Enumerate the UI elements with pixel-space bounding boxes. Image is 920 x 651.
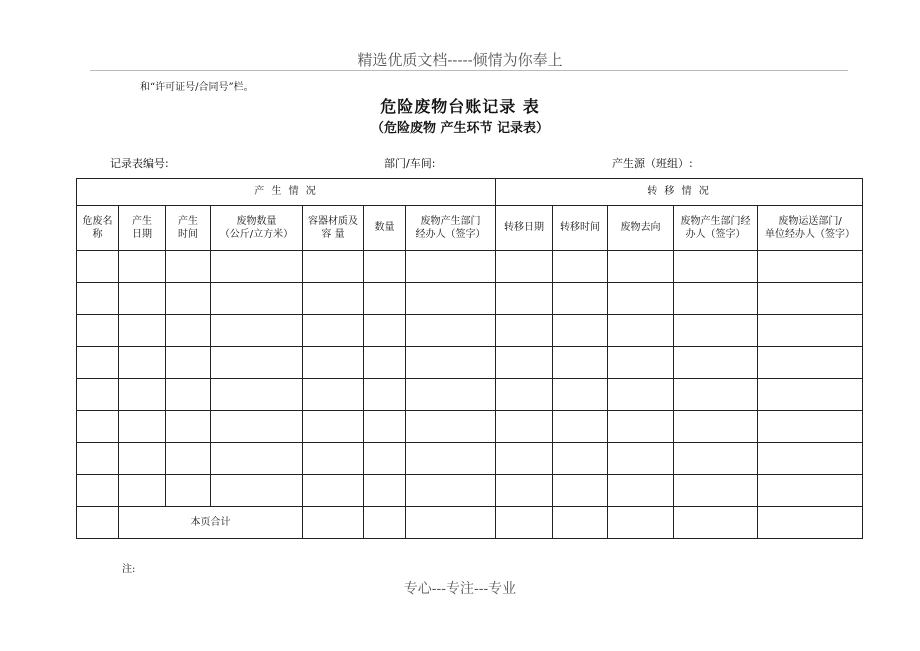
table-cell[interactable] [166, 251, 211, 283]
table-cell[interactable] [211, 283, 303, 315]
column-header [364, 206, 406, 251]
column-header-line: 废物产生部门 [420, 215, 481, 227]
table-cell[interactable] [758, 315, 863, 347]
column-header [166, 206, 211, 251]
table-cell[interactable] [119, 347, 166, 379]
table-cell[interactable] [674, 315, 758, 347]
table-cell[interactable] [553, 443, 608, 475]
table-cell[interactable] [406, 475, 496, 507]
table-cell[interactable] [77, 443, 119, 475]
column-header-line: 办人（签字） [685, 229, 746, 240]
table-cell[interactable] [674, 251, 758, 283]
header-watermark: 精选优质文档-----倾情为你奉上 [357, 51, 563, 69]
table-cell[interactable] [608, 475, 674, 507]
column-header [674, 206, 758, 251]
table-cell[interactable] [77, 475, 119, 507]
table-cell[interactable] [496, 251, 553, 283]
table-cell[interactable] [496, 379, 553, 411]
table-cell[interactable] [608, 443, 674, 475]
column-header-line: 数量 [374, 222, 395, 234]
table-cell[interactable] [77, 379, 119, 411]
table-cell[interactable] [758, 251, 863, 283]
column-header-line: 时间 [178, 229, 198, 240]
table-cell[interactable] [608, 315, 674, 347]
table-cell[interactable] [553, 379, 608, 411]
table-cell[interactable] [496, 411, 553, 443]
table-cell[interactable] [758, 443, 863, 475]
table-cell[interactable] [211, 475, 303, 507]
table-cell[interactable] [674, 507, 758, 539]
table-cell[interactable] [303, 443, 364, 475]
table-cell[interactable] [77, 411, 119, 443]
table-cell[interactable] [211, 379, 303, 411]
section-transfer: 转 移 情 况 [496, 179, 863, 206]
table-cell[interactable] [608, 347, 674, 379]
table-cell[interactable] [674, 475, 758, 507]
table-cell[interactable] [166, 315, 211, 347]
table-cell[interactable] [211, 411, 303, 443]
table-cell[interactable] [608, 507, 674, 539]
column-header-line: 废物去向 [620, 222, 661, 234]
table-cell[interactable] [406, 251, 496, 283]
column-header-line: 日期 [132, 229, 152, 240]
table-cell[interactable] [119, 283, 166, 315]
table-cell[interactable] [553, 347, 608, 379]
total-row [77, 507, 863, 539]
table-cell[interactable] [608, 379, 674, 411]
section-generation: 产 生 情 况 [77, 179, 496, 206]
table-cell[interactable] [364, 283, 406, 315]
table-cell[interactable] [608, 411, 674, 443]
column-header [553, 206, 608, 251]
table-cell[interactable] [406, 283, 496, 315]
table-cell[interactable] [77, 283, 119, 315]
table-cell[interactable] [77, 507, 119, 539]
table-cell[interactable] [406, 443, 496, 475]
table-cell[interactable] [166, 411, 211, 443]
column-header-line: （公斤/立方米） [219, 229, 294, 240]
table-cell[interactable] [303, 411, 364, 443]
waste-ledger-table [76, 178, 863, 539]
department-label: 部门/车间: [384, 157, 436, 170]
table-cell[interactable] [364, 475, 406, 507]
table-cell[interactable] [758, 347, 863, 379]
table-cell[interactable] [364, 411, 406, 443]
column-header-line: 称 [92, 229, 103, 240]
table-cell[interactable] [211, 251, 303, 283]
table-cell[interactable] [211, 347, 303, 379]
column-header-line: 经办人（签字） [415, 229, 486, 240]
table-cell[interactable] [758, 379, 863, 411]
column-header-line: 产生 [132, 215, 152, 227]
column-header [406, 206, 496, 251]
table-cell[interactable] [119, 379, 166, 411]
table-cell[interactable] [553, 283, 608, 315]
table-cell[interactable] [758, 411, 863, 443]
table-cell[interactable] [608, 251, 674, 283]
table-cell[interactable] [77, 347, 119, 379]
table-cell[interactable] [119, 475, 166, 507]
table-cell[interactable] [119, 315, 166, 347]
column-header [77, 206, 119, 251]
table-row [77, 475, 863, 507]
column-header-line: 废物数量 [236, 215, 277, 227]
column-header [119, 206, 166, 251]
table-cell[interactable] [406, 507, 496, 539]
table-cell[interactable] [303, 315, 364, 347]
column-header-line: 单位经办人（签字） [765, 229, 856, 240]
table-row [77, 283, 863, 315]
table-cell[interactable] [166, 443, 211, 475]
table-cell[interactable] [674, 347, 758, 379]
prefix-note: 和“许可证号/合同号”栏。 [140, 82, 254, 93]
column-header-line: 危废名 [82, 215, 113, 227]
table-cell[interactable] [758, 475, 863, 507]
table-cell[interactable] [406, 315, 496, 347]
table-cell[interactable] [119, 411, 166, 443]
table-cell[interactable] [674, 379, 758, 411]
table-cell[interactable] [303, 379, 364, 411]
footnote-label: 注: [122, 564, 136, 575]
column-header-line: 产生 [178, 215, 198, 227]
record-number-label: 记录表编号: [110, 157, 169, 170]
column-header [758, 206, 863, 251]
column-header [211, 206, 303, 251]
column-header [608, 206, 674, 251]
table-cell[interactable] [364, 347, 406, 379]
table-cell[interactable] [303, 251, 364, 283]
table-cell[interactable] [406, 379, 496, 411]
table-cell[interactable] [553, 315, 608, 347]
document-subtitle: （危险废物 产生环节 记录表） [370, 121, 550, 136]
table-cell[interactable] [166, 475, 211, 507]
table-cell[interactable] [553, 251, 608, 283]
table-cell[interactable] [406, 411, 496, 443]
column-header-line: 容 量 [321, 229, 345, 240]
header-divider [90, 70, 848, 71]
table-cell[interactable] [496, 347, 553, 379]
table-cell[interactable] [364, 315, 406, 347]
table-cell[interactable] [674, 283, 758, 315]
table-cell[interactable] [406, 347, 496, 379]
table-row [77, 443, 863, 475]
table-cell[interactable] [608, 283, 674, 315]
table-row [77, 347, 863, 379]
table-cell[interactable] [496, 443, 553, 475]
table-cell[interactable] [119, 443, 166, 475]
table-cell[interactable] [553, 411, 608, 443]
column-header-line: 容器材质及 [308, 215, 358, 227]
column-header-line: 转移时间 [560, 222, 601, 234]
table-cell[interactable] [496, 315, 553, 347]
table-row [77, 251, 863, 283]
table-cell[interactable] [364, 443, 406, 475]
table-cell[interactable] [553, 475, 608, 507]
document-title: 危险废物台账记录 表 [380, 97, 540, 116]
table-cell[interactable] [496, 283, 553, 315]
table-cell[interactable] [303, 475, 364, 507]
table-cell[interactable] [77, 251, 119, 283]
table-cell[interactable] [364, 251, 406, 283]
table-cell[interactable] [496, 475, 553, 507]
table-row [77, 379, 863, 411]
footer-watermark: 专心---专注---专业 [403, 581, 517, 597]
table-cell[interactable] [553, 507, 608, 539]
column-header [496, 206, 553, 251]
table-cell[interactable] [166, 347, 211, 379]
table-cell[interactable] [364, 507, 406, 539]
table-cell[interactable] [674, 443, 758, 475]
column-header-line: 转移日期 [504, 222, 545, 234]
table-cell[interactable] [77, 315, 119, 347]
table-cell[interactable] [211, 315, 303, 347]
page-total-label: 本页合计 [119, 507, 303, 539]
table-cell[interactable] [119, 251, 166, 283]
column-header [303, 206, 364, 251]
table-cell[interactable] [674, 411, 758, 443]
table-cell[interactable] [496, 507, 553, 539]
table-cell[interactable] [758, 283, 863, 315]
column-header-line: 废物产生部门经 [680, 215, 751, 227]
table-cell[interactable] [166, 379, 211, 411]
table-cell[interactable] [364, 379, 406, 411]
column-header-line: 废物运送部门/ [778, 215, 842, 227]
table-cell[interactable] [303, 347, 364, 379]
table-cell[interactable] [758, 507, 863, 539]
table-row [77, 315, 863, 347]
table-cell[interactable] [211, 443, 303, 475]
table-row [77, 411, 863, 443]
table-cell[interactable] [303, 507, 364, 539]
table-cell[interactable] [303, 283, 364, 315]
source-label: 产生源（班组）: [612, 157, 693, 170]
table-cell[interactable] [166, 283, 211, 315]
